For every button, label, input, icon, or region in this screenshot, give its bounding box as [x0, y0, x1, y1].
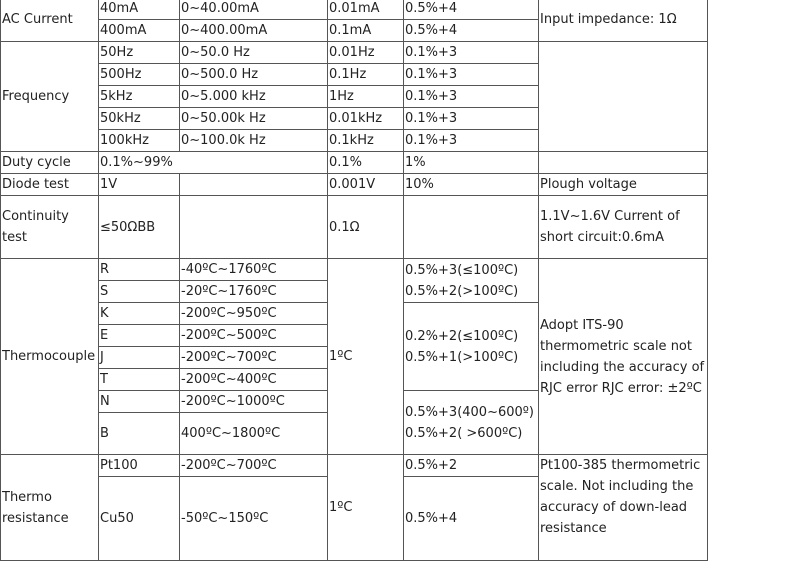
cell-measure: -200ºC~700ºC [180, 347, 328, 369]
table-row [1, 42, 708, 64]
continuity-label: Continuity test [1, 196, 99, 259]
cell-range: 100kHz [99, 130, 180, 152]
cell-measure: 0~500.0 Hz [180, 64, 328, 86]
table-row [1, 174, 708, 196]
cell-type: Cu50 [99, 477, 180, 561]
cell-accuracy: 0.1%+3 [404, 64, 539, 86]
cell-measure: -200ºC~950ºC [180, 303, 328, 325]
cell-range: 0.1%~99% [99, 152, 328, 174]
table-row [1, 259, 708, 281]
cell-measure: -20ºC~1760ºC [180, 281, 328, 303]
cell-type: K [99, 303, 180, 325]
cell-range: 50kHz [99, 108, 180, 130]
cell-accuracy: 10% [404, 174, 539, 196]
cell-range: ≤50ΩBB [99, 196, 180, 259]
cell-type: T [99, 369, 180, 391]
diode-test-label: Diode test [1, 174, 99, 196]
cell-measure: -200ºC~700ºC [180, 455, 328, 477]
cell-type: S [99, 281, 180, 303]
thermocouple-accuracy-rs: 0.5%+3(≤100ºC) 0.5%+2(>100ºC) [404, 259, 539, 303]
cell-resolution: 0.01Hz [328, 42, 404, 64]
cell-accuracy: 0.5%+2 [404, 455, 539, 477]
ac-current-label: AC Current [1, 0, 99, 42]
table-row [1, 455, 708, 477]
cell-measure [180, 196, 328, 259]
cell-resolution: 0.1kHz [328, 130, 404, 152]
cell-resolution: 0.1Ω [328, 196, 404, 259]
thermo-resistance-label: Thermo resistance [1, 455, 99, 561]
cell-type: Pt100 [99, 455, 180, 477]
ac-current-note: Input impedance: 1Ω [539, 0, 708, 42]
cell-range: 500Hz [99, 64, 180, 86]
thermocouple-label: Thermocouple [1, 259, 99, 455]
cell-range: 400mA [99, 20, 180, 42]
cell-measure [180, 174, 328, 196]
cell-resolution: 0.1Hz [328, 64, 404, 86]
cell-resolution: 0.1mA [328, 20, 404, 42]
cell-type: E [99, 325, 180, 347]
frequency-label: Frequency [1, 42, 99, 152]
cell-accuracy: 1% [404, 152, 539, 174]
cell-measure: -50ºC~150ºC [180, 477, 328, 561]
cell-range: 40mA [99, 0, 180, 20]
cell-measure: 0~40.00mA [180, 0, 328, 20]
cell-accuracy: 0.5%+4 [404, 477, 539, 561]
table-row [1, 152, 708, 174]
cell-measure: 0~5.000 kHz [180, 86, 328, 108]
cell-measure: -40ºC~1760ºC [180, 259, 328, 281]
thermocouple-accuracy-nb: 0.5%+3(400~600º) 0.5%+2( >600ºC) [404, 391, 539, 455]
cell-measure: 400ºC~1800ºC [180, 413, 328, 455]
cell-type: R [99, 259, 180, 281]
cell-type: J [99, 347, 180, 369]
cell-measure: -200ºC~400ºC [180, 369, 328, 391]
cell-measure: 0~400.00mA [180, 20, 328, 42]
thermocouple-note: Adopt ITS-90 thermometric scale not including the accuracy of RJC error RJC error: ±2ºC [539, 259, 708, 455]
thermo-resistance-note: Pt100-385 thermometric scale. Not including the accuracy of down-lead resistance [539, 455, 708, 561]
cell-accuracy: 0.5%+4 [404, 0, 539, 20]
cell-type: N [99, 391, 180, 413]
cell-note [539, 152, 708, 174]
table-row [1, 0, 708, 20]
cell-accuracy: 0.1%+3 [404, 130, 539, 152]
cell-measure: -200ºC~1000ºC [180, 391, 328, 413]
cell-measure: 0~50.00k Hz [180, 108, 328, 130]
frequency-note [539, 42, 708, 152]
cell-type: B [99, 413, 180, 455]
cell-range: 50Hz [99, 42, 180, 64]
thermo-resistance-resolution: 1ºC [328, 455, 404, 561]
thermocouple-accuracy-kejt: 0.2%+2(≤100ºC) 0.5%+1(>100ºC) [404, 303, 539, 391]
cell-measure: 0~50.0 Hz [180, 42, 328, 64]
cell-range: 5kHz [99, 86, 180, 108]
cell-resolution: 0.01kHz [328, 108, 404, 130]
cell-accuracy: 0.5%+4 [404, 20, 539, 42]
thermocouple-resolution: 1ºC [328, 259, 404, 455]
cell-resolution: 0.001V [328, 174, 404, 196]
cell-resolution: 0.1% [328, 152, 404, 174]
cell-measure: 0~100.0k Hz [180, 130, 328, 152]
diode-test-note: Plough voltage [539, 174, 708, 196]
cell-accuracy [404, 196, 539, 259]
table-row [1, 196, 708, 259]
cell-accuracy: 0.1%+3 [404, 108, 539, 130]
cell-measure: -200ºC~500ºC [180, 325, 328, 347]
cell-accuracy: 0.1%+3 [404, 42, 539, 64]
cell-resolution: 1Hz [328, 86, 404, 108]
cell-accuracy: 0.1%+3 [404, 86, 539, 108]
cell-range: 1V [99, 174, 180, 196]
duty-cycle-label: Duty cycle [1, 152, 99, 174]
continuity-note: 1.1V~1.6V Current of short circuit:0.6mA [539, 196, 708, 259]
cell-resolution: 0.01mA [328, 0, 404, 20]
